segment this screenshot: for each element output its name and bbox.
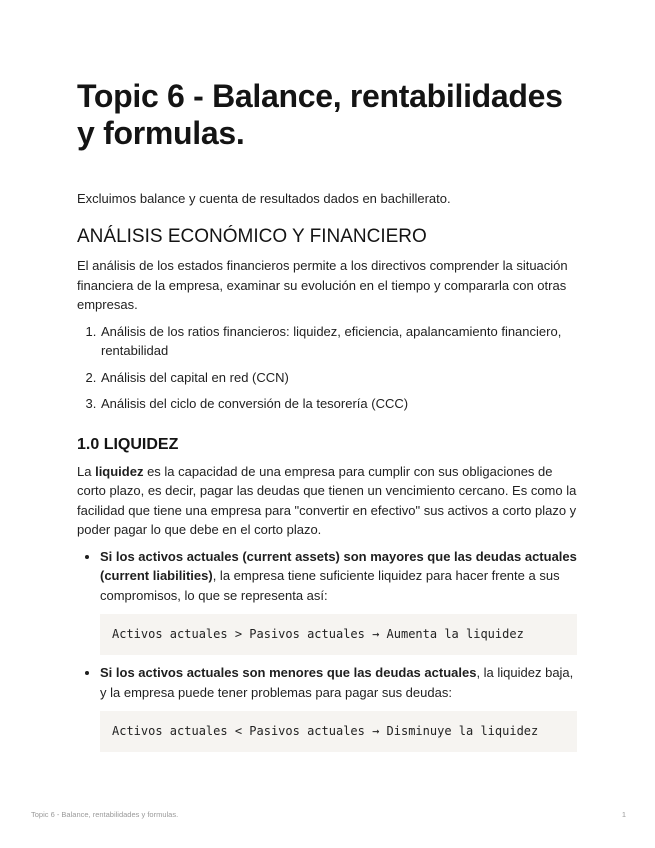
list-item: 1. Análisis de los ratios financieros: liquidez, eficiencia, apalancamiento financiero, rentabilidad [100,322,577,361]
list-item [100,663,577,752]
page-number: 1 [621,810,626,819]
list-item [100,547,577,656]
page-title: Topic 6 - Balance, rentabilidades y formulas. [77,78,563,151]
bold-term: Si los activos actuales (current assets) son mayores que las deudas actuales (current liabilities) [100,548,577,583]
section-heading-liquidez: 1.0 LIQUIDEZ [77,435,179,453]
section-paragraph-analisis: El análisis de los estados financieros permite a los directivos comprender la situación financiera de la empresa, examinar su evolución en el tiempo y compararla con otras empresas. [77,258,568,312]
text-run: La [77,463,96,479]
list-item: 2. Análisis del capital en red (CCN) [100,368,577,388]
bold-term: liquidez [95,463,144,479]
analysis-list [77,322,577,414]
footer-title: Topic 6 - Balance, rentabilidades y formulas. [31,810,179,819]
section-heading-analisis: ANÁLISIS ECONÓMICO Y FINANCIERO [77,226,427,247]
document-page [77,78,577,760]
liquidez-bullets [77,547,577,753]
liquidez-paragraph [77,462,577,540]
code-block: Activos actuales < Pasivos actuales → Disminuye la liquidez [100,711,577,752]
code-block: Activos actuales > Pasivos actuales → Aumenta la liquidez [100,614,577,655]
intro-text: Excluimos balance y cuenta de resultados dados en bachillerato. [77,191,451,206]
bold-term: Si los activos actuales son menores que las deudas actuales [100,665,477,680]
text-run: , la empresa tiene suficiente liquidez para hacer frente a sus compromisos, lo que se representa así: [100,568,560,603]
list-item: 3. Análisis del ciclo de conversión de la tesorería (CCC) [100,394,577,414]
text-run: es la capacidad de una empresa para cumplir con sus obligaciones de corto plazo, es decir, pagar las deudas que tienen un vencimiento cercano. Es como la facilidad que tiene una empresa para "convertir en efectivo" sus activos a corto plazo y poder pagar lo que debe en el corto plazo. [77,463,577,537]
text-run: , la liquidez baja, y la empresa puede tener problemas para pagar sus deudas: [100,665,574,700]
